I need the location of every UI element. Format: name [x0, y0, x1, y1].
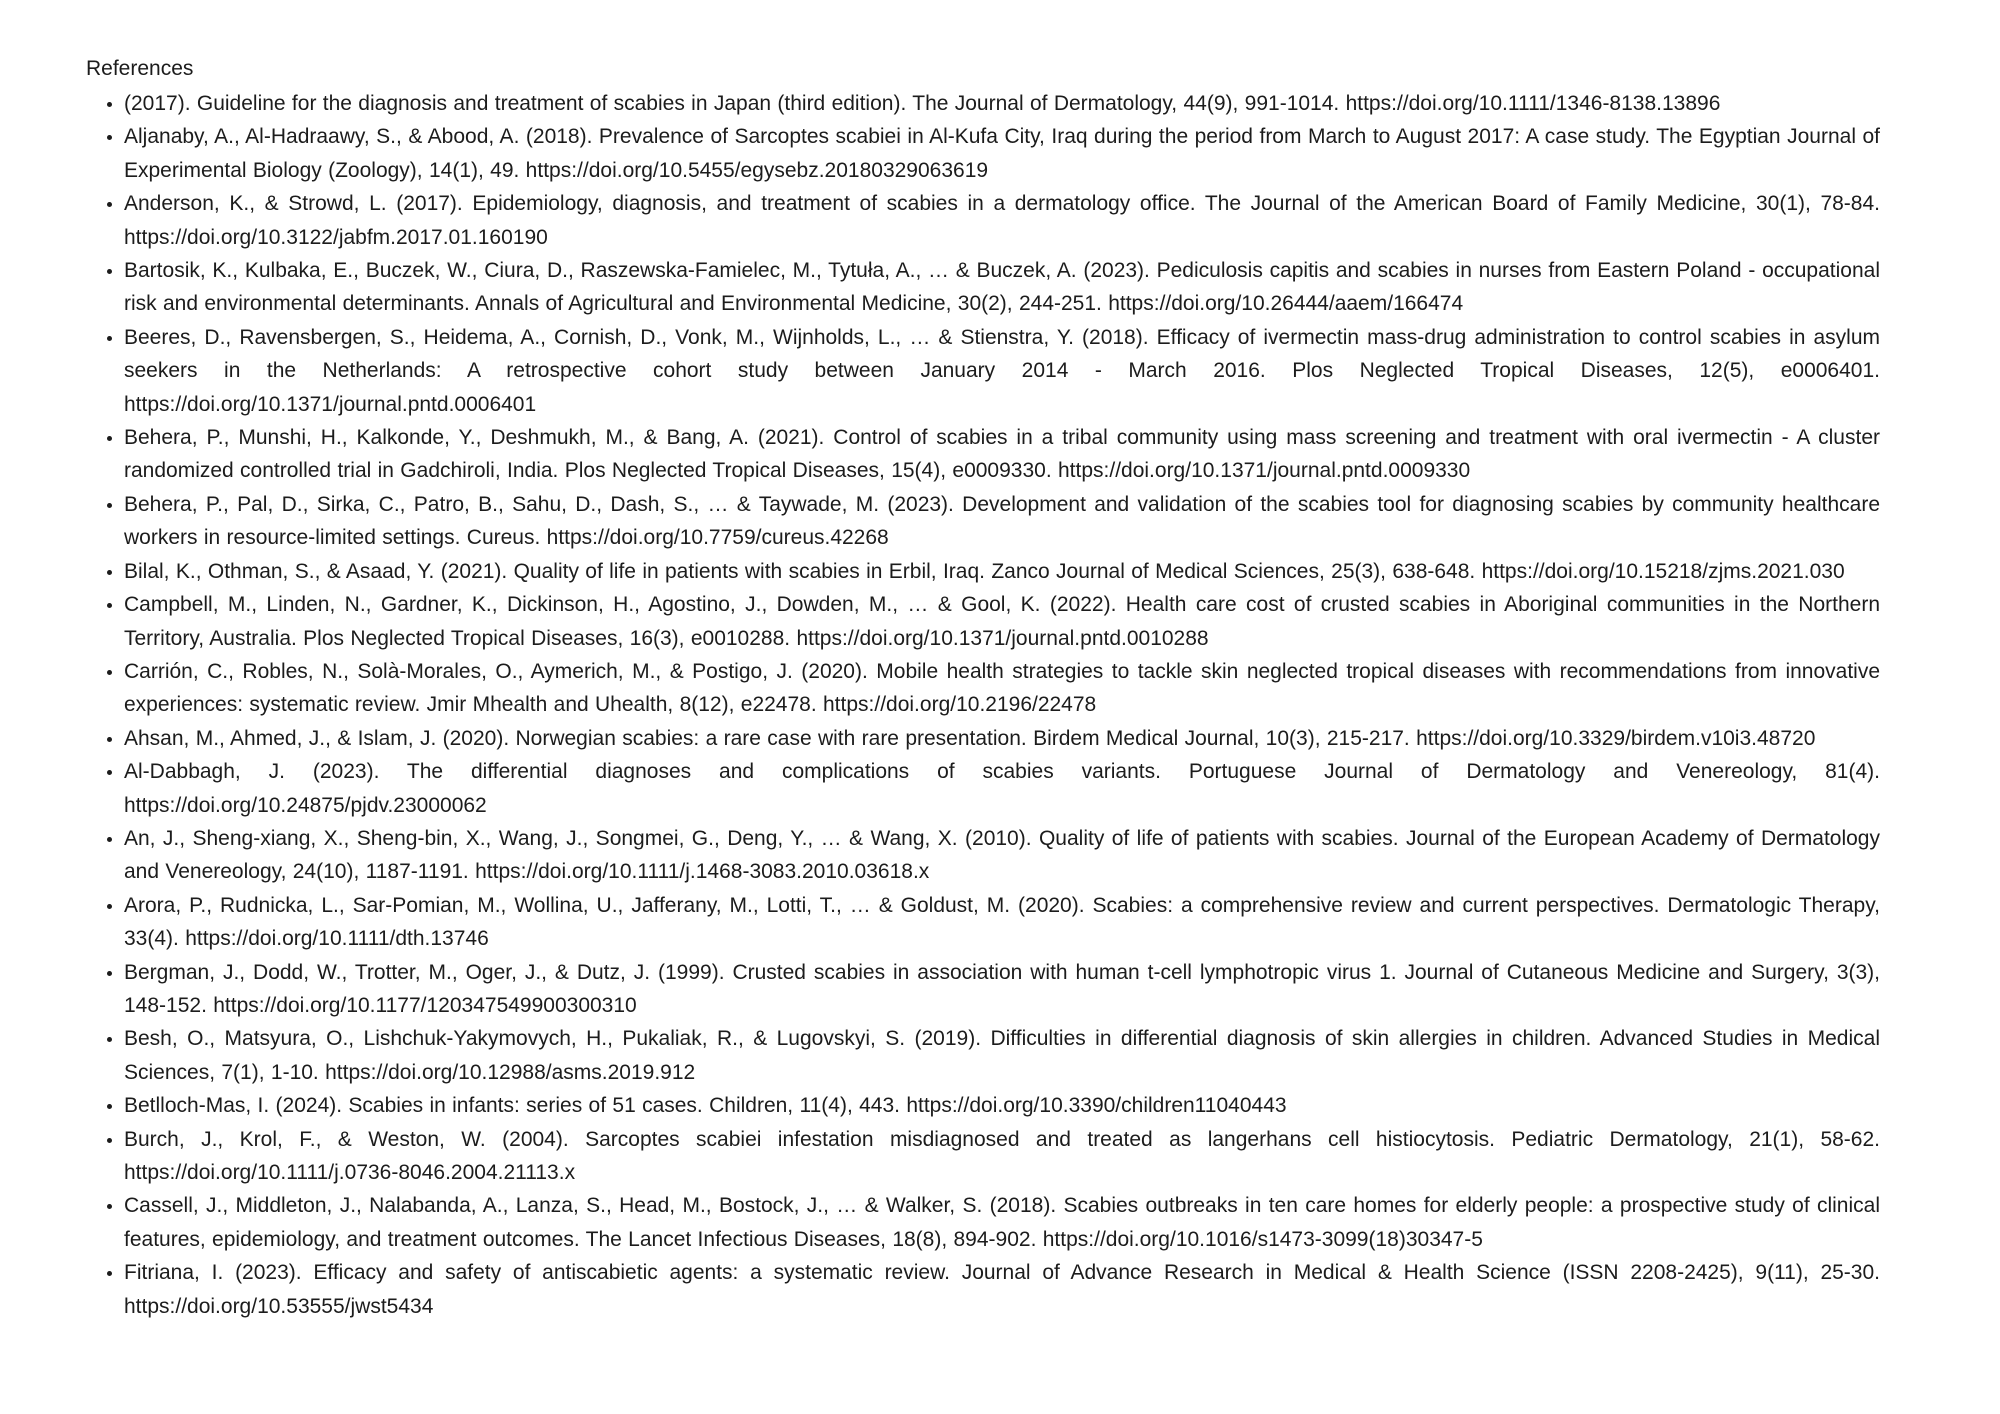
- reference-item: • (2017). Guideline for the diagnosis and treatment of scabies in Japan (third edition). The Journal of Dermatology, 44(9), 991-1014. https://doi.org/10.1111/1346-8138.13896: [124, 87, 1880, 120]
- reference-item: • Burch, J., Krol, F., & Weston, W. (2004). Sarcoptes scabiei infestation misdiagnosed and treated as langerhans cell histiocytosis. Pediatric Dermatology, 21(1), 58-62. https://doi.org/10.1111/j.0736-8046.2004.21113.x: [124, 1123, 1880, 1190]
- reference-item: • Arora, P., Rudnicka, L., Sar-Pomian, M., Wollina, U., Jafferany, M., Lotti, T., … & Goldust, M. (2020). Scabies: a comprehensive review and current perspectives. Dermatologic Therapy, 33(4). https://doi.org/10.1111/dth.13746: [124, 889, 1880, 956]
- reference-item: • Bartosik, K., Kulbaka, E., Buczek, W., Ciura, D., Raszewska-Famielec, M., Tytuła, A., … & Buczek, A. (2023). Pediculosis capitis and scabies in nurses from Eastern Poland - occupational risk and environmental determinants. Annals of Agricultural and Environmental Medicine, 30(2), 244-251. https://doi.org/10.26444/aaem/166474: [124, 254, 1880, 321]
- reference-item: • Anderson, K., & Strowd, L. (2017). Epidemiology, diagnosis, and treatment of scabies in a dermatology office. The Journal of the American Board of Family Medicine, 30(1), 78-84. https://doi.org/10.3122/jabfm.2017.01.160190: [124, 187, 1880, 254]
- reference-item: • Behera, P., Munshi, H., Kalkonde, Y., Deshmukh, M., & Bang, A. (2021). Control of scabies in a tribal community using mass screening and treatment with oral ivermectin - A cluster randomized controlled trial in Gadchiroli, India. Plos Neglected Tropical Diseases, 15(4), e0009330. https://doi.org/10.1371/journal.pntd.0009330: [124, 421, 1880, 488]
- reference-item: • Fitriana, I. (2023). Efficacy and safety of antiscabietic agents: a systematic review. Journal of Advance Research in Medical & Health Science (ISSN 2208-2425), 9(11), 25-30. https://doi.org/10.53555/jwst5434: [124, 1256, 1880, 1323]
- reference-item: • Ahsan, M., Ahmed, J., & Islam, J. (2020). Norwegian scabies: a rare case with rare presentation. Birdem Medical Journal, 10(3), 215-217. https://doi.org/10.3329/birdem.v10i3.48720: [124, 722, 1880, 755]
- reference-item: • Campbell, M., Linden, N., Gardner, K., Dickinson, H., Agostino, J., Dowden, M., … & Gool, K. (2022). Health care cost of crusted scabies in Aboriginal communities in the Northern Territory, Australia. Plos Neglected Tropical Diseases, 16(3), e0010288. https://doi.org/10.1371/journal.pntd.0010288: [124, 588, 1880, 655]
- reference-item: • Cassell, J., Middleton, J., Nalabanda, A., Lanza, S., Head, M., Bostock, J., … & Walker, S. (2018). Scabies outbreaks in ten care homes for elderly people: a prospective study of clinical features, epidemiology, and treatment outcomes. The Lancet Infectious Diseases, 18(8), 894-902. https://doi.org/10.1016/s1473-3099(18)30347-5: [124, 1189, 1880, 1256]
- reference-item: • Aljanaby, A., Al-Hadraawy, S., & Abood, A. (2018). Prevalence of Sarcoptes scabiei in Al-Kufa City, Iraq during the period from March to August 2017: A case study. The Egyptian Journal of Experimental Biology (Zoology), 14(1), 49. https://doi.org/10.5455/egysebz.20180329063619: [124, 120, 1880, 187]
- reference-item: • Beeres, D., Ravensbergen, S., Heidema, A., Cornish, D., Vonk, M., Wijnholds, L., … & Stienstra, Y. (2018). Efficacy of ivermectin mass-drug administration to control scabies in asylum seekers in the Netherlands: A retrospective cohort study between January 2014 - March 2016. Plos Neglected Tropical Diseases, 12(5), e0006401. https://doi.org/10.1371/journal.pntd.0006401: [124, 321, 1880, 421]
- reference-item: • An, J., Sheng-xiang, X., Sheng-bin, X., Wang, J., Songmei, G., Deng, Y., … & Wang, X. (2010). Quality of life of patients with scabies. Journal of the European Academy of Dermatology and Venereology, 24(10), 1187-1191. https://doi.org/10.1111/j.1468-3083.2010.03618.x: [124, 822, 1880, 889]
- references-list: [86, 87, 1880, 1323]
- reference-item: • Al-Dabbagh, J. (2023). The differential diagnoses and complications of scabies variants. Portuguese Journal of Dermatology and Venereology, 81(4). https://doi.org/10.24875/pjdv.23000062: [124, 755, 1880, 822]
- reference-item: • Bergman, J., Dodd, W., Trotter, M., Oger, J., & Dutz, J. (1999). Crusted scabies in association with human t-cell lymphotropic virus 1. Journal of Cutaneous Medicine and Surgery, 3(3), 148-152. https://doi.org/10.1177/120347549900300310: [124, 956, 1880, 1023]
- reference-item: • Besh, O., Matsyura, O., Lishchuk-Yakymovych, H., Pukaliak, R., & Lugovskyi, S. (2019). Difficulties in differential diagnosis of skin allergies in children. Advanced Studies in Medical Sciences, 7(1), 1-10. https://doi.org/10.12988/asms.2019.912: [124, 1022, 1880, 1089]
- reference-item: • Bilal, K., Othman, S., & Asaad, Y. (2021). Quality of life in patients with scabies in Erbil, Iraq. Zanco Journal of Medical Sciences, 25(3), 638-648. https://doi.org/10.15218/zjms.2021.030: [124, 555, 1880, 588]
- reference-item: • Behera, P., Pal, D., Sirka, C., Patro, B., Sahu, D., Dash, S., … & Taywade, M. (2023). Development and validation of the scabies tool for diagnosing scabies by community healthcare workers in resource-limited settings. Cureus. https://doi.org/10.7759/cureus.42268: [124, 488, 1880, 555]
- reference-item: • Carrión, C., Robles, N., Solà-Morales, O., Aymerich, M., & Postigo, J. (2020). Mobile health strategies to tackle skin neglected tropical diseases with recommendations from innovative experiences: systematic review. Jmir Mhealth and Uhealth, 8(12), e22478. https://doi.org/10.2196/22478: [124, 655, 1880, 722]
- page-title: References: [86, 57, 194, 80]
- reference-item: • Betlloch-Mas, I. (2024). Scabies in infants: series of 51 cases. Children, 11(4), 443. https://doi.org/10.3390/children11040443: [124, 1089, 1880, 1122]
